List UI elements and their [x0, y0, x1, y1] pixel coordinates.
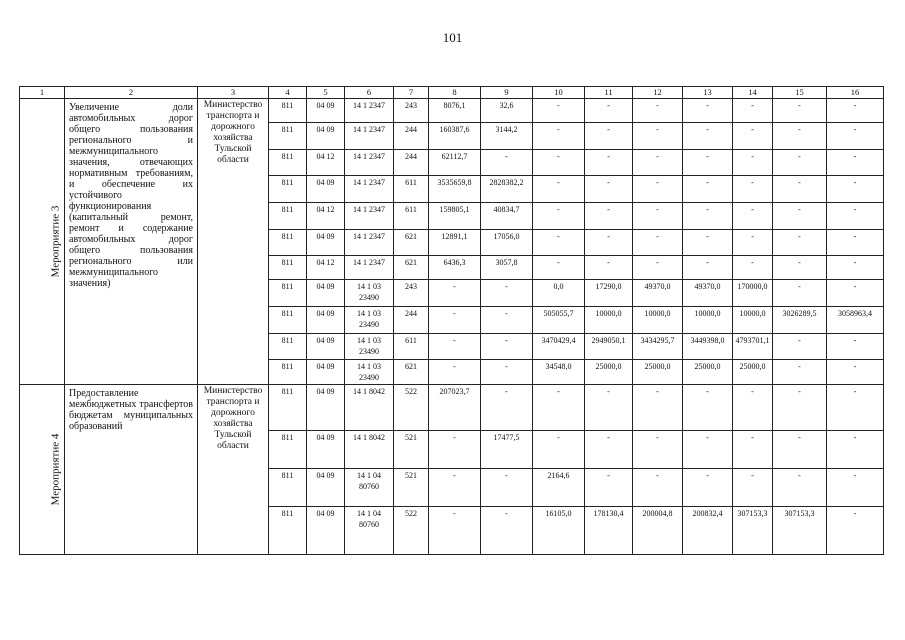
- cell-col-13: -: [683, 150, 733, 176]
- cell-col-11: 17290,0: [585, 280, 633, 307]
- cell-col-13: 200832,4: [683, 507, 733, 555]
- cell-col-16: -: [827, 334, 884, 360]
- cell-col-15: -: [773, 385, 827, 431]
- cell-col-7: 611: [394, 334, 429, 360]
- cell-col-8: 12891,1: [429, 230, 481, 256]
- cell-col-6: 14 1 8042: [345, 385, 394, 431]
- cell-col-7: 521: [394, 469, 429, 507]
- cell-col-8: -: [429, 307, 481, 334]
- measure-description: Предоставление межбюджетных трансфертов бюджетам муниципальных образований: [65, 385, 198, 555]
- cell-col-11: -: [585, 469, 633, 507]
- cell-col-7: 611: [394, 176, 429, 203]
- cell-col-4: 811: [269, 150, 307, 176]
- cell-col-13: 3449398,0: [683, 334, 733, 360]
- column-header-13: 13: [683, 87, 733, 99]
- cell-col-4: 811: [269, 280, 307, 307]
- cell-col-16: -: [827, 431, 884, 469]
- cell-col-10: 34548,0: [533, 360, 585, 385]
- cell-col-11: -: [585, 99, 633, 123]
- cell-col-7: 611: [394, 203, 429, 230]
- cell-col-6: 14 1 2347: [345, 123, 394, 150]
- cell-col-6: 14 1 8042: [345, 431, 394, 469]
- responsible-organization: Министерство транспорта и дорожного хозяйства Тульской области: [198, 385, 269, 555]
- measure-label: Мероприятие 4: [49, 433, 62, 506]
- cell-col-12: -: [633, 385, 683, 431]
- column-header-12: 12: [633, 87, 683, 99]
- cell-col-15: -: [773, 176, 827, 203]
- cell-col-13: -: [683, 99, 733, 123]
- cell-col-5: 04 09: [307, 99, 345, 123]
- cell-col-15: -: [773, 360, 827, 385]
- cell-col-5: 04 09: [307, 230, 345, 256]
- cell-col-12: -: [633, 99, 683, 123]
- cell-col-5: 04 09: [307, 385, 345, 431]
- cell-col-12: -: [633, 123, 683, 150]
- cell-col-14: -: [733, 123, 773, 150]
- cell-col-5: 04 09: [307, 123, 345, 150]
- cell-col-11: -: [585, 385, 633, 431]
- responsible-organization: Министерство транспорта и дорожного хозяйства Тульской области: [198, 99, 269, 385]
- cell-col-11: -: [585, 256, 633, 280]
- cell-col-14: -: [733, 256, 773, 280]
- cell-col-13: -: [683, 176, 733, 203]
- cell-col-9: 17056,0: [481, 230, 533, 256]
- cell-col-10: -: [533, 230, 585, 256]
- cell-col-4: 811: [269, 360, 307, 385]
- cell-col-5: 04 09: [307, 507, 345, 555]
- cell-col-8: -: [429, 469, 481, 507]
- cell-col-14: 25000,0: [733, 360, 773, 385]
- cell-col-8: -: [429, 431, 481, 469]
- cell-col-8: 8076,1: [429, 99, 481, 123]
- cell-col-7: 521: [394, 431, 429, 469]
- cell-col-10: -: [533, 385, 585, 431]
- cell-col-4: 811: [269, 123, 307, 150]
- cell-col-8: 207023,7: [429, 385, 481, 431]
- cell-col-13: -: [683, 469, 733, 507]
- cell-col-10: 505055,7: [533, 307, 585, 334]
- column-header-5: 5: [307, 87, 345, 99]
- cell-col-4: 811: [269, 203, 307, 230]
- cell-col-5: 04 09: [307, 360, 345, 385]
- cell-col-14: -: [733, 230, 773, 256]
- cell-col-10: 2164,6: [533, 469, 585, 507]
- cell-col-16: -: [827, 280, 884, 307]
- cell-col-16: -: [827, 203, 884, 230]
- cell-col-8: -: [429, 334, 481, 360]
- measure-label-cell: [20, 385, 65, 555]
- column-header-10: 10: [533, 87, 585, 99]
- cell-col-12: 200004,8: [633, 507, 683, 555]
- cell-col-11: 178130,4: [585, 507, 633, 555]
- measure-label: Мероприятие 3: [49, 205, 62, 278]
- cell-col-15: -: [773, 150, 827, 176]
- measure-description: Увеличение доли автомобильных дорог общего пользования регионального и межмуниципального значения, отвечающих нормативным требованиям, и обеспечение их устойчивого функционирования (капитальный ремонт, ремонт и содержание автомобильных дорог общего пользования регионального или межмуниципального значения): [65, 99, 198, 385]
- cell-col-9: -: [481, 507, 533, 555]
- cell-col-11: -: [585, 203, 633, 230]
- cell-col-14: -: [733, 469, 773, 507]
- cell-col-7: 244: [394, 307, 429, 334]
- cell-col-7: 244: [394, 150, 429, 176]
- cell-col-6: 14 1 2347: [345, 230, 394, 256]
- cell-col-16: -: [827, 99, 884, 123]
- column-header-16: 16: [827, 87, 884, 99]
- cell-col-11: -: [585, 176, 633, 203]
- cell-col-7: 621: [394, 230, 429, 256]
- cell-col-14: -: [733, 150, 773, 176]
- table-row: [20, 99, 884, 123]
- cell-col-14: 10000,0: [733, 307, 773, 334]
- cell-col-6: 14 1 2347: [345, 256, 394, 280]
- cell-col-4: 811: [269, 385, 307, 431]
- cell-col-4: 811: [269, 334, 307, 360]
- cell-col-4: 811: [269, 230, 307, 256]
- cell-col-15: -: [773, 203, 827, 230]
- cell-col-13: -: [683, 256, 733, 280]
- cell-col-11: -: [585, 431, 633, 469]
- cell-col-8: 159805,1: [429, 203, 481, 230]
- cell-col-9: 3144,2: [481, 123, 533, 150]
- cell-col-16: -: [827, 176, 884, 203]
- cell-col-12: -: [633, 150, 683, 176]
- cell-col-7: 244: [394, 123, 429, 150]
- column-header-1: 1: [20, 87, 65, 99]
- column-header-8: 8: [429, 87, 481, 99]
- cell-col-12: -: [633, 230, 683, 256]
- cell-col-7: 243: [394, 99, 429, 123]
- cell-col-15: 3026289,5: [773, 307, 827, 334]
- cell-col-11: -: [585, 123, 633, 150]
- column-header-2: 2: [65, 87, 198, 99]
- cell-col-6: 14 1 04 80760: [345, 469, 394, 507]
- cell-col-12: 25000,0: [633, 360, 683, 385]
- cell-col-4: 811: [269, 507, 307, 555]
- column-header-7: 7: [394, 87, 429, 99]
- budget-table: [19, 86, 884, 555]
- cell-col-10: -: [533, 176, 585, 203]
- cell-col-12: -: [633, 203, 683, 230]
- cell-col-9: -: [481, 360, 533, 385]
- column-header-11: 11: [585, 87, 633, 99]
- cell-col-12: 49370,0: [633, 280, 683, 307]
- cell-col-15: -: [773, 280, 827, 307]
- cell-col-5: 04 09: [307, 431, 345, 469]
- cell-col-12: 3434295,7: [633, 334, 683, 360]
- cell-col-9: -: [481, 307, 533, 334]
- cell-col-15: -: [773, 431, 827, 469]
- cell-col-15: -: [773, 469, 827, 507]
- cell-col-15: -: [773, 256, 827, 280]
- cell-col-11: 10000,0: [585, 307, 633, 334]
- cell-col-14: 170000,0: [733, 280, 773, 307]
- table-body: [20, 99, 884, 555]
- cell-col-15: 307153,3: [773, 507, 827, 555]
- cell-col-6: 14 1 2347: [345, 150, 394, 176]
- cell-col-10: -: [533, 203, 585, 230]
- cell-col-8: -: [429, 507, 481, 555]
- cell-col-9: 32,6: [481, 99, 533, 123]
- cell-col-12: 10000,0: [633, 307, 683, 334]
- cell-col-8: 6436,3: [429, 256, 481, 280]
- column-header-15: 15: [773, 87, 827, 99]
- cell-col-7: 522: [394, 385, 429, 431]
- header-row: [20, 87, 884, 99]
- cell-col-13: -: [683, 203, 733, 230]
- cell-col-7: 621: [394, 360, 429, 385]
- cell-col-10: -: [533, 150, 585, 176]
- cell-col-13: 25000,0: [683, 360, 733, 385]
- cell-col-8: -: [429, 360, 481, 385]
- cell-col-10: -: [533, 99, 585, 123]
- cell-col-16: -: [827, 360, 884, 385]
- cell-col-6: 14 1 2347: [345, 99, 394, 123]
- cell-col-9: -: [481, 334, 533, 360]
- cell-col-8: -: [429, 280, 481, 307]
- cell-col-16: -: [827, 507, 884, 555]
- cell-col-15: -: [773, 123, 827, 150]
- cell-col-6: 14 1 03 23490: [345, 334, 394, 360]
- cell-col-6: 14 1 2347: [345, 176, 394, 203]
- cell-col-15: -: [773, 99, 827, 123]
- cell-col-14: 4793701,1: [733, 334, 773, 360]
- cell-col-8: 3535659,8: [429, 176, 481, 203]
- cell-col-13: -: [683, 123, 733, 150]
- cell-col-4: 811: [269, 469, 307, 507]
- cell-col-13: -: [683, 385, 733, 431]
- cell-col-16: -: [827, 256, 884, 280]
- cell-col-5: 04 09: [307, 334, 345, 360]
- cell-col-16: -: [827, 123, 884, 150]
- cell-col-5: 04 12: [307, 256, 345, 280]
- column-header-9: 9: [481, 87, 533, 99]
- cell-col-14: -: [733, 99, 773, 123]
- cell-col-5: 04 12: [307, 203, 345, 230]
- cell-col-10: 16105,0: [533, 507, 585, 555]
- cell-col-4: 811: [269, 307, 307, 334]
- cell-col-5: 04 09: [307, 469, 345, 507]
- cell-col-5: 04 12: [307, 150, 345, 176]
- cell-col-16: -: [827, 469, 884, 507]
- cell-col-6: 14 1 03 23490: [345, 360, 394, 385]
- table-header: [20, 87, 884, 99]
- cell-col-10: 0,0: [533, 280, 585, 307]
- cell-col-14: 307153,3: [733, 507, 773, 555]
- cell-col-6: 14 1 03 23490: [345, 307, 394, 334]
- cell-col-7: 522: [394, 507, 429, 555]
- cell-col-12: -: [633, 431, 683, 469]
- measure-label-cell: [20, 99, 65, 385]
- cell-col-9: -: [481, 280, 533, 307]
- cell-col-9: -: [481, 385, 533, 431]
- column-header-3: 3: [198, 87, 269, 99]
- table-row: [20, 385, 884, 431]
- cell-col-14: -: [733, 203, 773, 230]
- cell-col-14: -: [733, 431, 773, 469]
- cell-col-7: 243: [394, 280, 429, 307]
- cell-col-11: -: [585, 150, 633, 176]
- cell-col-9: 40834,7: [481, 203, 533, 230]
- cell-col-5: 04 09: [307, 307, 345, 334]
- cell-col-16: -: [827, 385, 884, 431]
- cell-col-11: 2949050,1: [585, 334, 633, 360]
- cell-col-9: 3057,8: [481, 256, 533, 280]
- cell-col-4: 811: [269, 176, 307, 203]
- cell-col-13: -: [683, 431, 733, 469]
- cell-col-15: -: [773, 334, 827, 360]
- page-number: 101: [442, 30, 463, 45]
- column-header-14: 14: [733, 87, 773, 99]
- cell-col-12: -: [633, 469, 683, 507]
- cell-col-10: -: [533, 431, 585, 469]
- cell-col-6: 14 1 03 23490: [345, 280, 394, 307]
- cell-col-10: -: [533, 123, 585, 150]
- cell-col-13: -: [683, 230, 733, 256]
- cell-col-10: 3470429,4: [533, 334, 585, 360]
- column-header-6: 6: [345, 87, 394, 99]
- cell-col-16: 3058963,4: [827, 307, 884, 334]
- cell-col-6: 14 1 2347: [345, 203, 394, 230]
- cell-col-4: 811: [269, 431, 307, 469]
- cell-col-9: 2828382,2: [481, 176, 533, 203]
- cell-col-12: -: [633, 176, 683, 203]
- cell-col-14: -: [733, 176, 773, 203]
- cell-col-4: 811: [269, 99, 307, 123]
- cell-col-4: 811: [269, 256, 307, 280]
- cell-col-9: -: [481, 150, 533, 176]
- cell-col-10: -: [533, 256, 585, 280]
- cell-col-13: 10000,0: [683, 307, 733, 334]
- cell-col-16: -: [827, 150, 884, 176]
- cell-col-8: 62112,7: [429, 150, 481, 176]
- cell-col-9: 17477,5: [481, 431, 533, 469]
- column-header-4: 4: [269, 87, 307, 99]
- cell-col-5: 04 09: [307, 280, 345, 307]
- cell-col-15: -: [773, 230, 827, 256]
- cell-col-8: 160387,6: [429, 123, 481, 150]
- cell-col-5: 04 09: [307, 176, 345, 203]
- cell-col-11: -: [585, 230, 633, 256]
- cell-col-13: 49370,0: [683, 280, 733, 307]
- cell-col-16: -: [827, 230, 884, 256]
- cell-col-14: -: [733, 385, 773, 431]
- cell-col-9: -: [481, 469, 533, 507]
- cell-col-12: -: [633, 256, 683, 280]
- cell-col-7: 621: [394, 256, 429, 280]
- cell-col-11: 25000,0: [585, 360, 633, 385]
- cell-col-6: 14 1 04 80760: [345, 507, 394, 555]
